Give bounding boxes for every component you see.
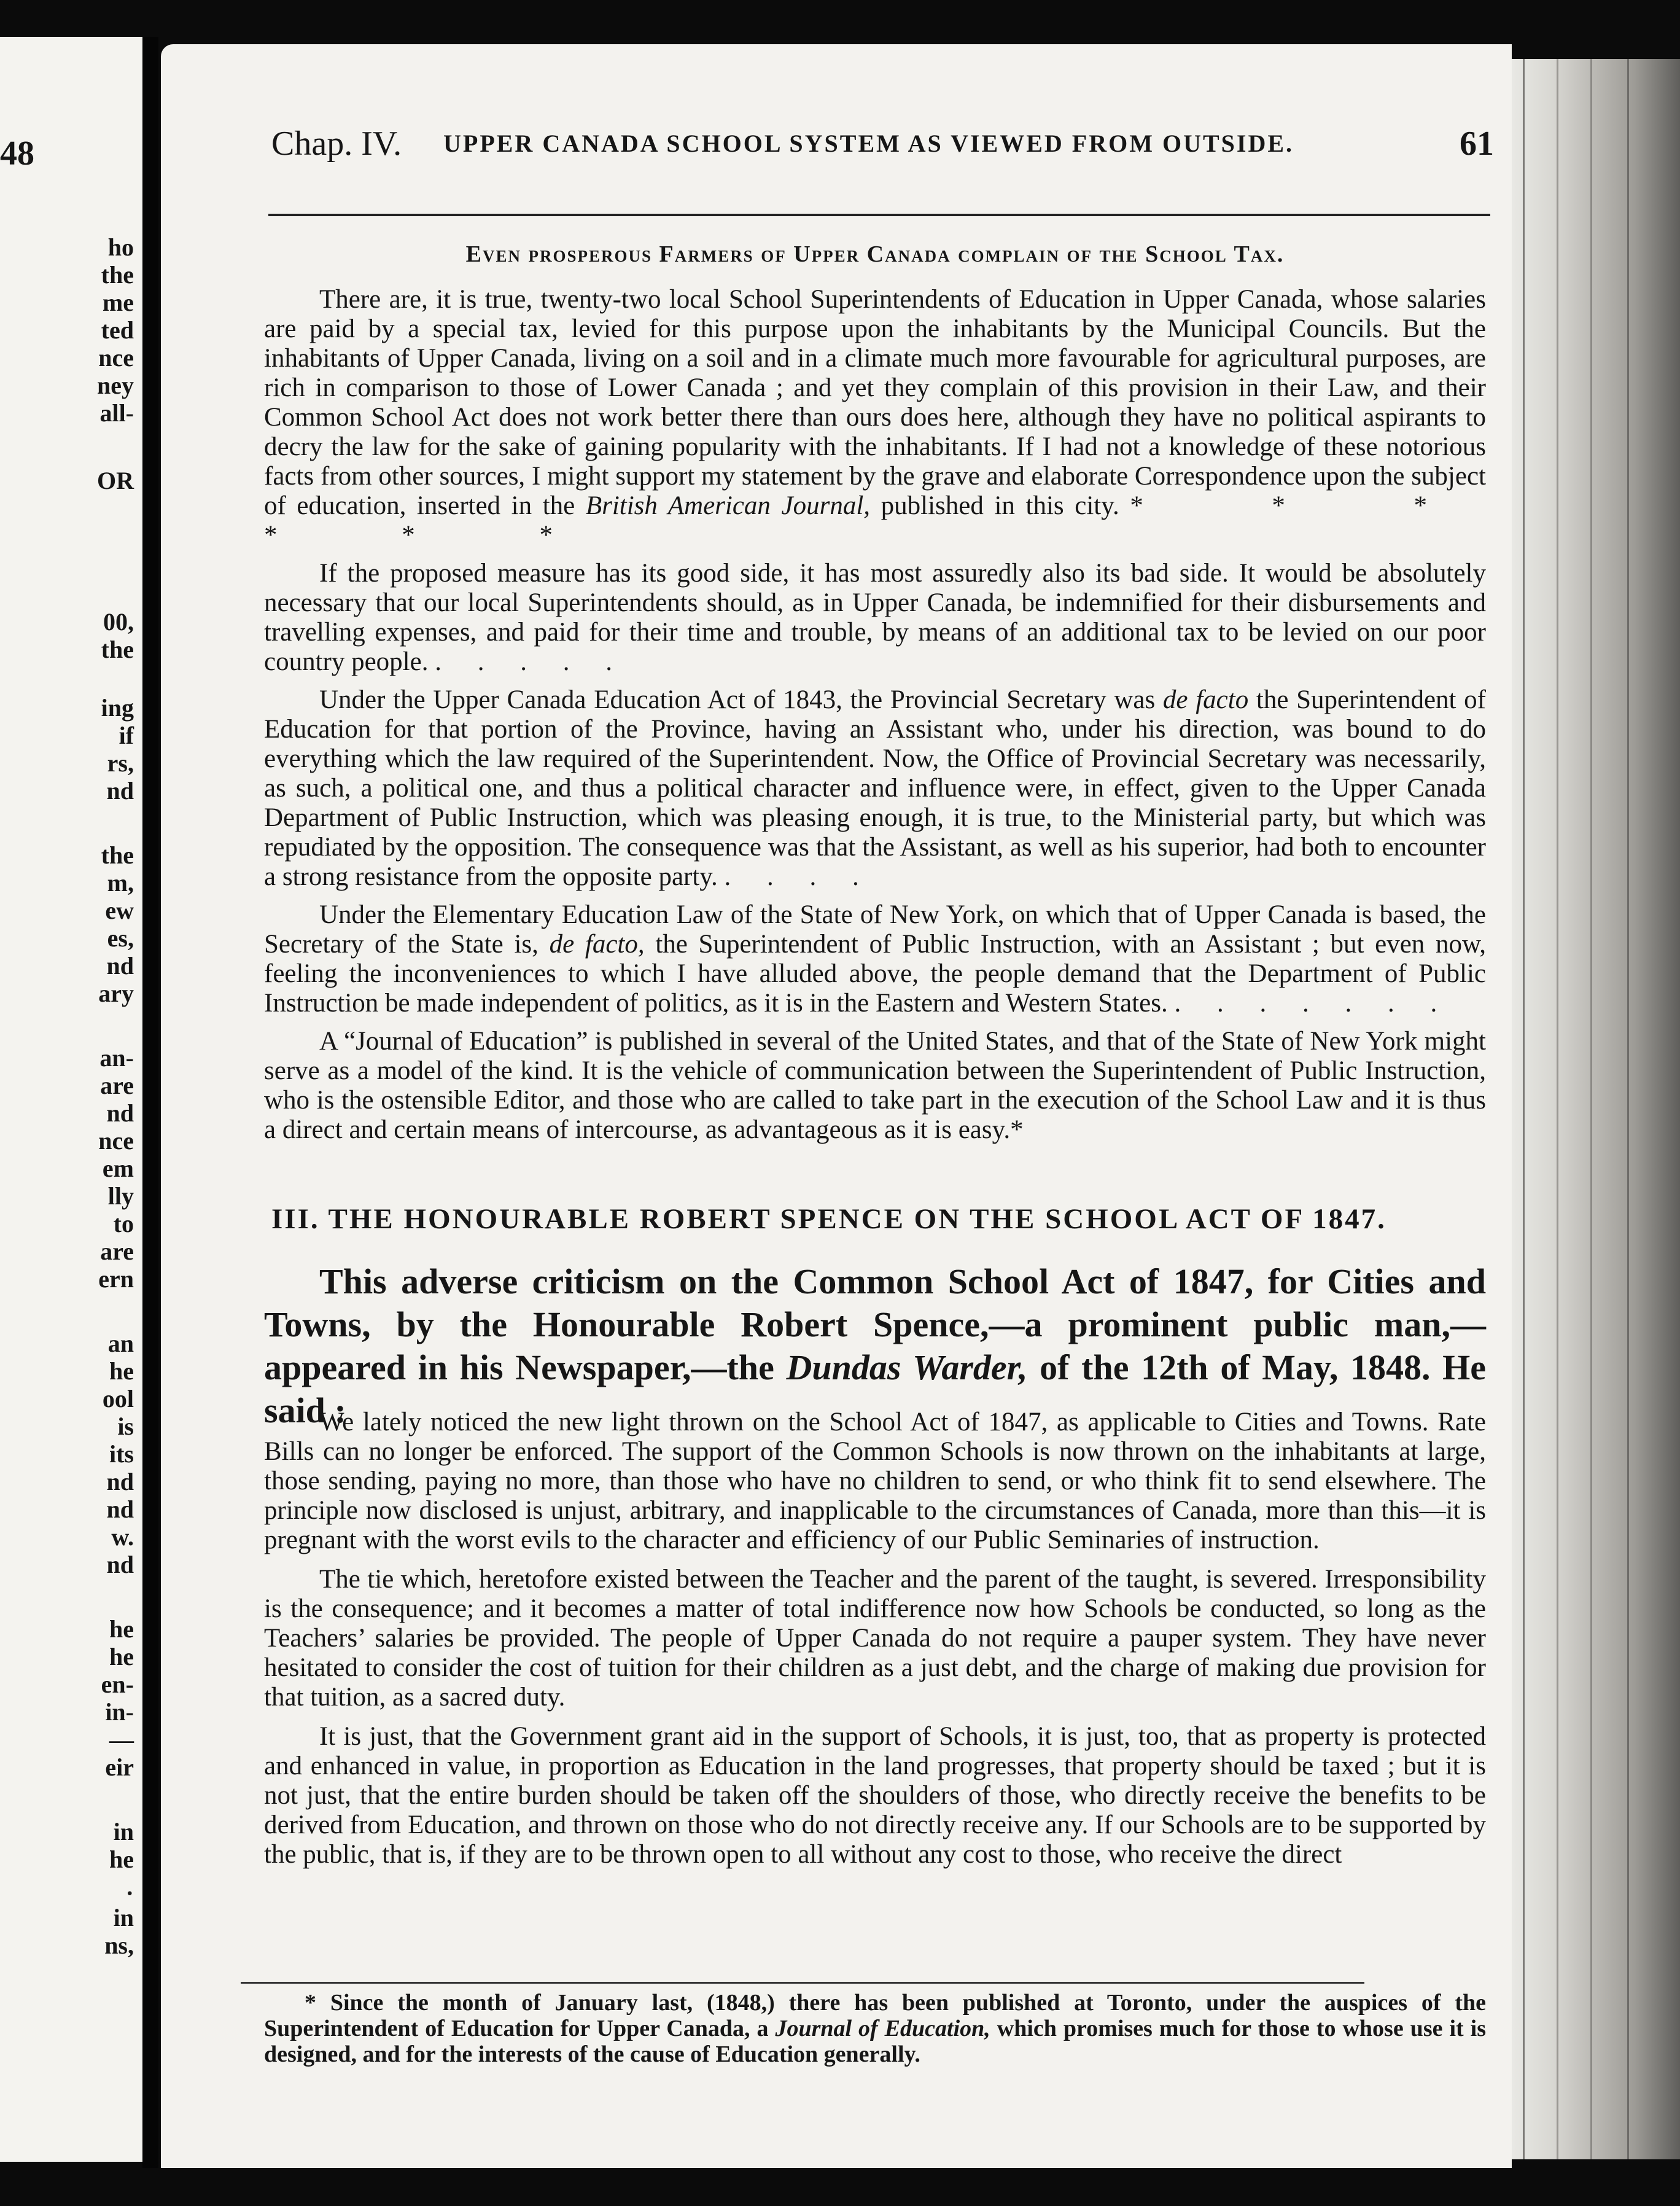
previous-page-line-fragment: w.	[111, 1523, 134, 1551]
previous-page-line-fragment: ing	[101, 694, 134, 722]
running-head	[271, 124, 1499, 179]
previous-page-line-fragment: he	[109, 1845, 134, 1873]
previous-page-line-fragment: are	[100, 1072, 134, 1099]
previous-page-line-fragment: m,	[107, 869, 134, 897]
previous-page-line-fragment: if	[119, 722, 134, 749]
previous-page-line-fragment: is	[117, 1413, 134, 1440]
previous-page-line-fragment: he	[109, 1615, 134, 1643]
previous-page-line-fragment: en-	[101, 1670, 134, 1698]
book-gutter	[142, 37, 158, 2168]
footnote-text: * Since the month of January last, (1848,) there has been published at Toronto, under the auspices of the Superintendent of Education for Upper Canada, a Journal of Education, which promises much for those to whose use it is designed, and for the interests of the cause of Education generally.	[264, 1990, 1486, 2067]
previous-page-line-fragment: in-	[105, 1698, 134, 1726]
previous-page-line-fragment: ney	[97, 372, 134, 399]
paragraph: Under the Elementary Education Law of the State of New York, on which that of Upper Canada is based, the Secretary of the State is, de facto, the Superintendent of Public Instruction, with an Assistant ; but even now, feeling the inconveniences to which I have alluded above, the people demand that the Department of Public Instruction be made independent of politics, as it is in the Eastern and Western States. . . . . . . .	[264, 900, 1487, 1018]
paragraph: There are, it is true, twenty-two local School Superintendents of Education in Upper Canada, whose salaries are paid by a special tax, levied for this purpose upon the inhabitants by the Municipal Councils. But the inhabitants of Upper Canada, living on a soil and in a climate much more favourable for agricultural purposes, are rich in comparison to those of Lower Canada ; and yet they complain of this provision in their Law, and their Common School Act does not work better there than ours does here, although they have no political aspirants to decry the law for the sake of gaining popularity with the inhabitants. If I had not a knowledge of these notorious facts from other sources, I might support my statement by the grave and elaborate Correspondence upon the subject of education, inserted in the British American Journal, published in this city. * * * * * *	[264, 285, 1487, 550]
previous-page-line-fragment: nce	[98, 344, 134, 372]
quoted-extract	[264, 1408, 1486, 1869]
previous-page-line-fragment: all-	[99, 399, 134, 427]
previous-page-line-fragment: eir	[105, 1753, 134, 1781]
paragraph: We lately noticed the new light thrown on the School Act of 1847, as applicable to Cities and Towns. Rate Bills can no longer be enforced. The support of the Common Schools is now thrown on the inhabitants at large, those sending, paying no more, than those who have no children to send, or who think fit to send elsewhere. The principle now disclosed is unjust, arbitrary, and inapplicable to the circumstances of Canada, more than this—it is pregnant with the worst evils to the character and efficiency of our Public Seminaries of instruction.	[264, 1408, 1486, 1554]
previous-page-number: 48	[0, 134, 34, 173]
section-2-heading: III. THE HONOURABLE ROBERT SPENCE ON THE SCHOOL ACT OF 1847.	[271, 1203, 1386, 1235]
paragraph: A “Journal of Education” is published in several of the United States, and that of the State of New York might serve as a model of the kind. It is the vehicle of communication between the Superintendent of Public Instruction, who is the ostensible Editor, and those who are called to take part in the execution of the School Law and it is thus a direct and certain means of intercourse, as advantageous as it is easy.*	[264, 1027, 1486, 1144]
header-rule	[268, 214, 1490, 216]
ellipsis-stars: * * * * * *	[264, 491, 1487, 550]
previous-page-line-fragment: nd	[106, 1099, 134, 1127]
previous-page-line-fragment: lly	[107, 1182, 134, 1210]
section-1-heading: Even prosperous Farmers of Upper Canada complain of the School Tax.	[465, 241, 1285, 267]
previous-page-line-fragment: nd	[106, 1551, 134, 1578]
previous-page-line-fragment: ary	[98, 980, 134, 1007]
paragraph: The tie which, heretofore existed between the Teacher and the parent of the taught, is severed. Irresponsibility is the consequence; and it becomes a matter of total indifference now how Schools be conducted, so long as the Teachers’ salaries be provided. The people of Upper Canada do not require a pauper system. They have never hesitated to consider the cost of tuition for their children as a just debt, and the charge of making due provision for that tuition, as a sacred duty.	[264, 1565, 1486, 1712]
previous-page-line-fragment: ·	[125, 1879, 134, 1907]
footnote-rule	[241, 1982, 1364, 1984]
chapter-label: Chap. IV.	[271, 125, 402, 163]
previous-page-line-fragment: an	[107, 1330, 134, 1357]
intro-paragraph: This adverse criticism on the Common School Act of 1847, for Cities and Towns, by the Honourable Robert Spence,—a prominent public man,—appeared in his Newspaper,—the Dundas Warder, of the 12th of May, 1848. He said :	[264, 1261, 1487, 1430]
section-2-intro	[264, 1260, 1486, 1432]
running-title: UPPER CANADA SCHOOL SYSTEM AS VIEWED FROM OUTSIDE.	[443, 130, 1294, 157]
previous-page-line-fragment: es,	[107, 924, 134, 952]
previous-page-line-fragment: ew	[105, 897, 134, 924]
previous-page-line-fragment: are	[100, 1237, 134, 1265]
footnote-journal-title: Journal of Education,	[775, 2016, 990, 2041]
previous-page-line-fragment: ted	[101, 316, 134, 344]
previous-page-line-fragment: nd	[106, 1495, 134, 1523]
previous-page-line-fragment: in	[113, 1818, 134, 1845]
previous-page-line-fragment: he	[109, 1357, 134, 1385]
previous-page-line-fragment: OR	[97, 467, 134, 494]
paragraph: If the proposed measure has its good side, it has most assuredly also its bad side. It would be absolutely necessary that our local Superintendents should, as in Upper Canada, be indemnified for their disbursements and travelling expenses, and paid for their time and trouble, by means of an additional tax to be levied on our poor country people. . . . . .	[264, 559, 1486, 676]
previous-page-line-fragment: nd	[106, 1468, 134, 1495]
page-number: 61	[1460, 125, 1494, 163]
section-heading	[264, 241, 1486, 268]
page-edges	[1498, 59, 1680, 2159]
previous-page-line-fragment: me	[102, 289, 134, 316]
book-page	[161, 44, 1512, 2168]
paragraph: It is just, that the Government grant aid in the support of Schools, it is just, too, that as property is protected and enhanced in value, in proportion as Education in the land progresses, that property should be taxed ; but it is not just, that the entire burden should be taken off the shoulders of those, who directly receive the benefits to be derived from Education, and thrown on those who do not directly receive any. If our Schools are to be supported by the public, that is, if they are to be thrown open to all without any cost to those, who receive the direct	[264, 1722, 1486, 1869]
previous-page-line-fragment: rs,	[107, 749, 134, 777]
previous-page-line-fragment: its	[109, 1440, 134, 1468]
previous-page-line-fragment: ern	[98, 1265, 134, 1293]
previous-page-line-fragment: nce	[98, 1127, 134, 1155]
previous-page-line-fragment: the	[101, 636, 134, 663]
section-1-body	[264, 285, 1486, 1145]
previous-page-line-fragment: he	[109, 1643, 134, 1670]
previous-page-line-fragment: nd	[106, 952, 134, 980]
previous-page-line-fragment: em	[102, 1155, 134, 1182]
previous-page-line-fragment: ool	[102, 1385, 134, 1413]
newspaper-title: Dundas Warder,	[786, 1347, 1028, 1387]
previous-page-fragment	[0, 37, 146, 2162]
previous-page-line-fragment: the	[101, 261, 134, 289]
previous-page-line-fragment: in	[113, 1904, 134, 1931]
previous-page-line-fragment: ho	[107, 233, 134, 261]
paragraph: Under the Upper Canada Education Act of 1843, the Provincial Secretary was de facto the Superintendent of Education for that portion of the Province, having an Assistant who, under his direction, was bound to do everything which the law required of the Superintendent. Now, the Office of Provincial Secretary was necessarily, as such, a political one, and thus a political character and influence were, in effect, given to the Upper Canada Department of Public Instruction, which was pleasing enough, it is true, to the Ministerial party, but which was repudiated by the opposition. The consequence was that the Assistant, as well as his superior, had both to encounter a strong resistance from the opposite party. . . . .	[264, 685, 1486, 891]
journal-title: British American Journal,	[585, 491, 871, 520]
previous-page-line-fragment: an-	[99, 1044, 134, 1072]
previous-page-line-fragment: 00,	[103, 608, 134, 636]
previous-page-line-fragment: to	[113, 1210, 134, 1237]
previous-page-line-fragment: —	[109, 1726, 134, 1753]
footnote	[264, 1990, 1486, 2067]
previous-page-line-fragment: nd	[106, 777, 134, 805]
previous-page-line-fragment: ns,	[104, 1931, 134, 1959]
previous-page-line-fragment: the	[101, 841, 134, 869]
